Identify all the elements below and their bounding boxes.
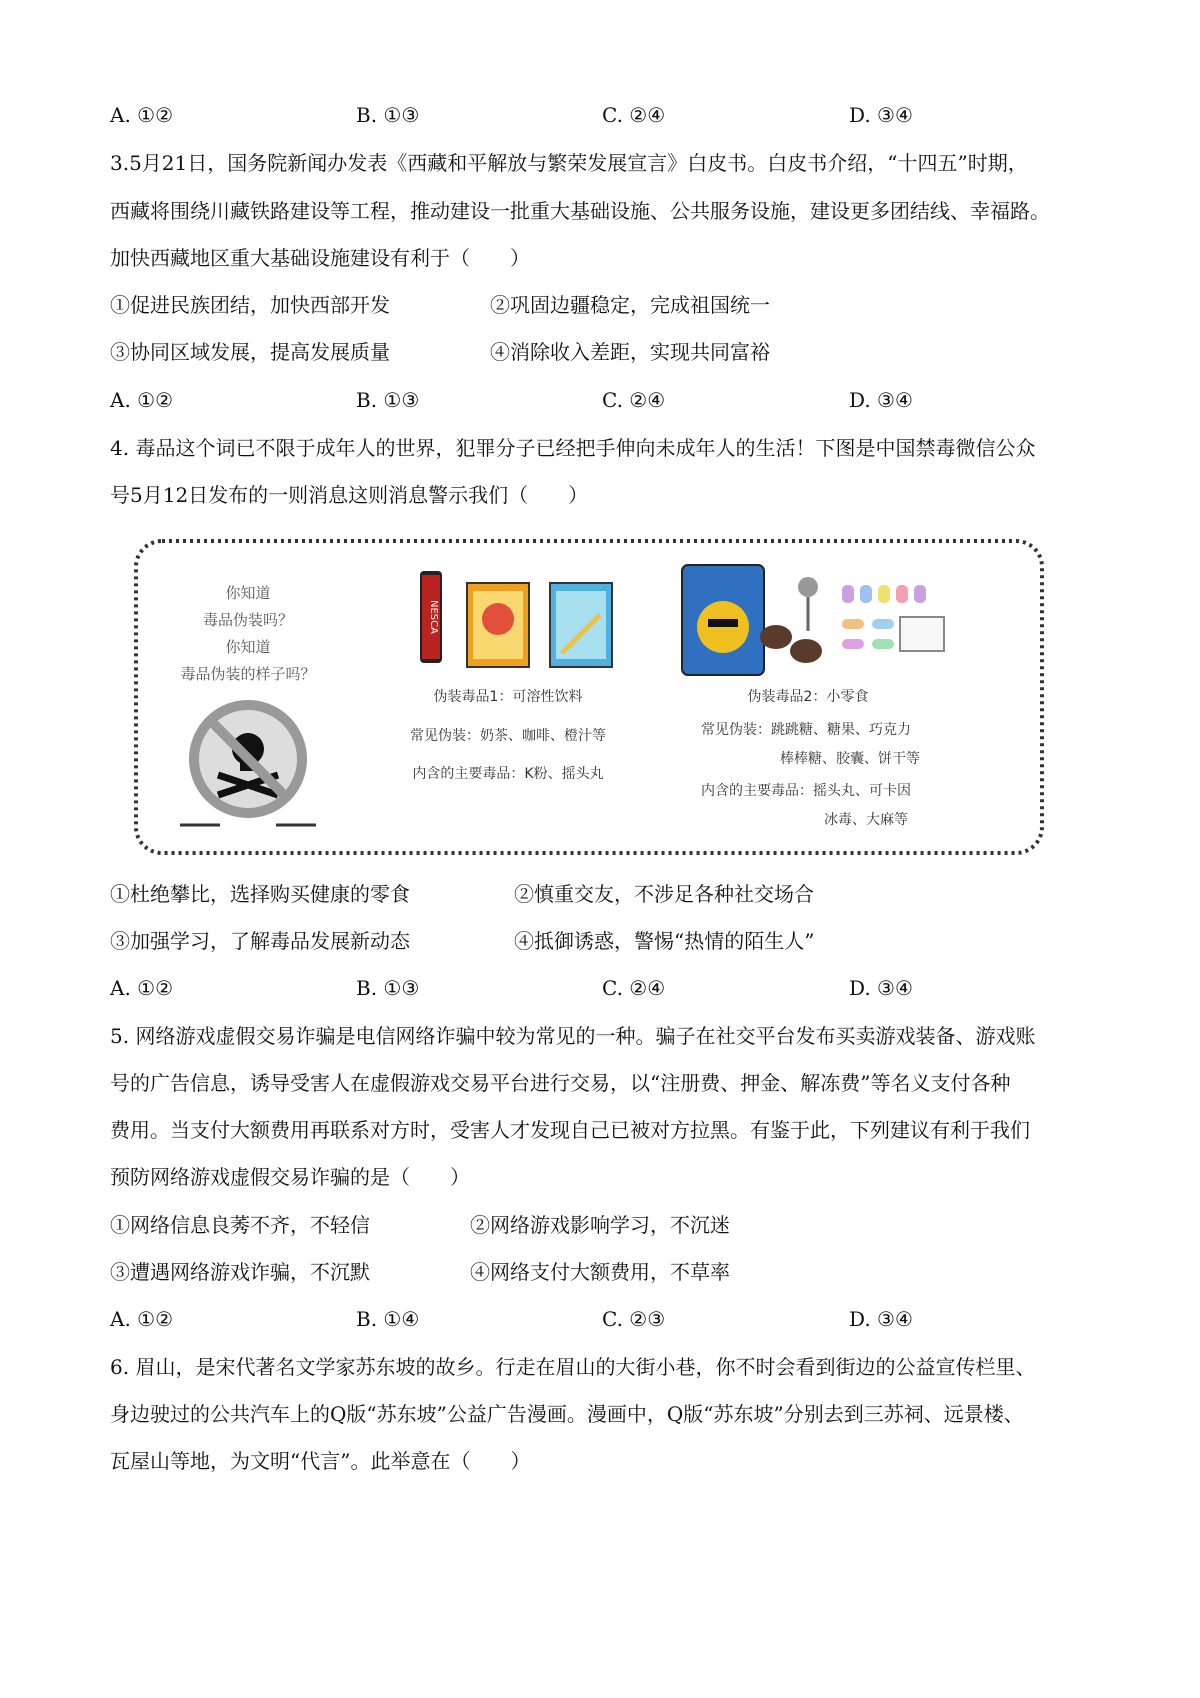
right-main-1: 内含的主要毒品：摇头丸、可卡因 xyxy=(701,783,911,799)
question-5-option-3: ③遭遇网络游戏诈骗，不沉默 xyxy=(110,1260,370,1284)
left-text-3: 你知道 xyxy=(225,638,271,656)
milk-tea-packet-icon xyxy=(550,583,612,667)
answer-d[interactable]: D. ③④ xyxy=(849,103,913,127)
candy-box-icon xyxy=(682,565,764,675)
question-5-line-2: 号的广告信息，诱导受害人在虚假游戏交易平台进行交易，以“注册费、押金、解冻费”等名义支付各种 xyxy=(110,1071,1011,1095)
question-5-line-3: 费用。当支付大额费用再联系对方时，受害人才发现自己已被对方拉黑。有鉴于此，下列建议有利于我们 xyxy=(110,1118,1030,1142)
question-6-line-3: 瓦屋山等地，为文明“代言”。此举意在（ ） xyxy=(110,1449,531,1473)
question-5-answer-a[interactable]: A. ①② xyxy=(110,1307,174,1331)
question-5-line-4: 预防网络游戏虚假交易诈骗的是（ ） xyxy=(110,1165,470,1189)
question-3-line-2: 西藏将围绕川藏铁路建设等工程，推动建设一批重大基础设施、公共服务设施，建设更多团结线、幸福路。 xyxy=(110,199,1050,223)
right-common-2: 棒棒糖、胶囊、饼干等 xyxy=(780,751,920,767)
question-3-answer-c[interactable]: C. ②④ xyxy=(602,388,666,412)
question-3-answer-b[interactable]: B. ①③ xyxy=(356,388,420,412)
right-title: 伪装毒品2：小零食 xyxy=(747,689,869,705)
question-5-answer-b[interactable]: B. ①④ xyxy=(356,1307,420,1331)
question-6-line-2: 身边驶过的公共汽车上的Q版“苏东坡”公益广告漫画。漫画中，Q版“苏东坡”分别去到三苏祠、远景楼、 xyxy=(110,1402,1024,1426)
question-4-option-3: ③加强学习，了解毒品发展新动态 xyxy=(110,929,410,953)
question-4-answer-a[interactable]: A. ①② xyxy=(110,976,174,1000)
juice-packet-icon xyxy=(467,583,529,667)
question-3-option-4: ④消除收入差距，实现共同富裕 xyxy=(490,340,770,364)
middle-main: 内含的主要毒品：K粉、摇头丸 xyxy=(412,766,604,782)
question-5-line-1: 5. 网络游戏虚假交易诈骗是电信网络诈骗中较为常见的一种。骗子在社交平台发布买卖游戏装备、游戏账 xyxy=(110,1024,1036,1048)
question-4-answer-d[interactable]: D. ③④ xyxy=(849,976,913,1000)
question-4-line-1: 4. 毒品这个词已不限于成年人的世界，犯罪分子已经把手伸向未成年人的生活！下图是中国禁毒微信公众 xyxy=(110,436,1036,460)
question-6-line-1: 6. 眉山，是宋代著名文学家苏东坡的故乡。行走在眉山的大街小巷，你不时会看到街边的公益宣传栏里、 xyxy=(110,1355,1036,1379)
question-4-line-2: 号5月12日发布的一则消息这则消息警示我们（ ） xyxy=(110,483,589,507)
left-text-1: 你知道 xyxy=(225,584,271,602)
answer-a[interactable]: A. ①② xyxy=(110,103,174,127)
question-5-option-1: ①网络信息良莠不齐，不轻信 xyxy=(110,1213,370,1237)
question-4-answer-b[interactable]: B. ①③ xyxy=(356,976,420,1000)
question-4-option-1: ①杜绝攀比，选择购买健康的零食 xyxy=(110,882,410,906)
answer-c[interactable]: C. ②④ xyxy=(602,103,666,127)
biscuit-icon xyxy=(900,617,944,651)
question-5-option-2: ②网络游戏影响学习，不沉迷 xyxy=(470,1213,730,1237)
question-5-answer-c[interactable]: C. ②③ xyxy=(602,1307,666,1331)
question-4-option-2: ②慎重交友，不涉足各种社交场合 xyxy=(514,882,814,906)
left-text-4: 毒品伪装的样子吗？ xyxy=(180,665,316,683)
question-5-answer-d[interactable]: D. ③④ xyxy=(849,1307,913,1331)
question-5-option-4: ④网络支付大额费用，不草率 xyxy=(470,1260,730,1284)
middle-common: 常见伪装：奶茶、咖啡、橙汁等 xyxy=(410,728,606,744)
left-text-2: 毒品伪装吗？ xyxy=(202,611,294,629)
coffee-packet-icon xyxy=(420,571,442,663)
question-3-option-2: ②巩固边疆稳定，完成祖国统一 xyxy=(490,293,770,317)
coffee-packet-label: NESCA xyxy=(428,600,439,634)
question-3-answer-d[interactable]: D. ③④ xyxy=(849,388,913,412)
answer-b[interactable]: B. ①③ xyxy=(356,103,420,127)
question-3-answer-a[interactable]: A. ①② xyxy=(110,388,174,412)
drug-disguise-infographic xyxy=(130,535,1050,860)
right-common-1: 常见伪装：跳跳糖、糖果、巧克力 xyxy=(701,722,911,738)
middle-title: 伪装毒品1：可溶性饮料 xyxy=(433,689,583,705)
question-3-option-3: ③协同区域发展，提高发展质量 xyxy=(110,340,390,364)
question-3-line-1: 3.5月21日，国务院新闻办发表《西藏和平解放与繁荣发展宣言》白皮书。白皮书介绍，“十四五”时期， xyxy=(110,151,1028,175)
question-3-line-3: 加快西藏地区重大基础设施建设有利于（ ） xyxy=(110,246,530,270)
question-4-answer-c[interactable]: C. ②④ xyxy=(602,976,666,1000)
question-4-option-4: ④抵御诱惑，警惕“热情的陌生人” xyxy=(514,929,815,953)
question-3-option-1: ①促进民族团结，加快西部开发 xyxy=(110,293,390,317)
right-main-2: 冰毒、大麻等 xyxy=(824,812,908,828)
